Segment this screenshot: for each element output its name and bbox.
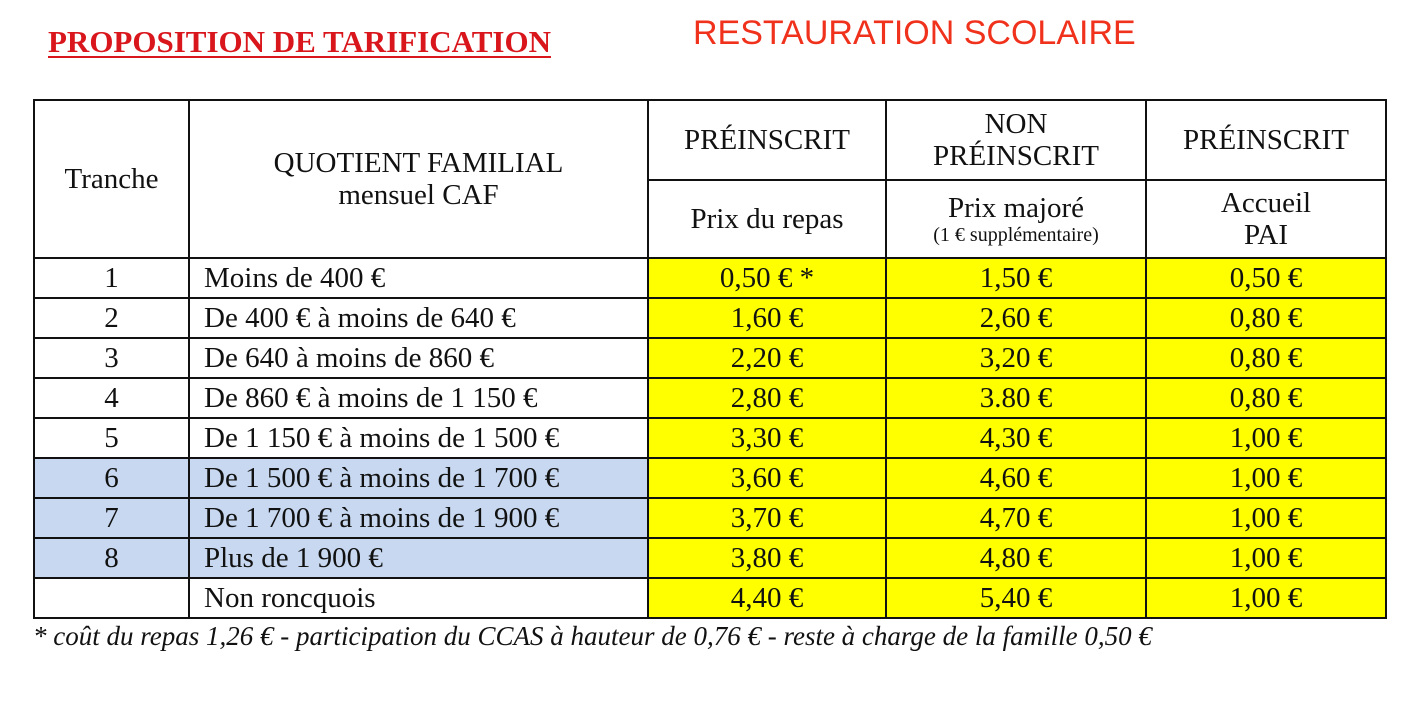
page-title: PROPOSITION DE TARIFICATION [48,24,551,59]
cell-tranche: 7 [34,498,189,538]
cell-preinscrit: 2,20 € [648,338,886,378]
cell-pai: 1,00 € [1146,418,1386,458]
cell-tranche: 4 [34,378,189,418]
cell-preinscrit: 4,40 € [648,578,886,618]
header-col3-sub-line1: Accueil [1220,187,1312,219]
table-row [34,578,1386,618]
header-col2-top-line2: PRÉINSCRIT [933,140,1099,172]
cell-preinscrit: 3,30 € [648,418,886,458]
cell-pai: 1,00 € [1146,498,1386,538]
cell-non-preinscrit: 3.80 € [886,378,1146,418]
cell-preinscrit: 2,80 € [648,378,886,418]
cell-preinscrit: 3,80 € [648,538,886,578]
cell-non-preinscrit: 4,60 € [886,458,1146,498]
header-qf-line2: mensuel CAF [338,179,499,211]
cell-quotient: De 1 700 € à moins de 1 900 € [189,498,648,538]
header-col2-top [886,100,1146,180]
header-col1-top: PRÉINSCRIT [648,100,886,180]
header-qf-line1: QUOTIENT FAMILIAL [273,147,564,179]
table-row [34,458,1386,498]
table-row [34,298,1386,338]
footnote: * coût du repas 1,26 € - participation du CCAS à hauteur de 0,76 € - reste à charge de la famille 0,50 € [33,621,1152,651]
table-row [34,498,1386,538]
cell-quotient: Plus de 1 900 € [189,538,648,578]
cell-non-preinscrit: 2,60 € [886,298,1146,338]
cell-non-preinscrit: 4,70 € [886,498,1146,538]
cell-tranche: 3 [34,338,189,378]
cell-non-preinscrit: 4,80 € [886,538,1146,578]
cell-quotient: De 1 500 € à moins de 1 700 € [189,458,648,498]
header-col2-top-line1: NON [984,108,1048,140]
header-col3-sub-line2: PAI [1243,219,1289,251]
cell-pai: 1,00 € [1146,538,1386,578]
header-tranche: Tranche [34,100,189,258]
cell-preinscrit: 0,50 € * [648,258,886,298]
cell-quotient: Moins de 400 € [189,258,648,298]
header-col2-sub-line2: (1 € supplémentaire) [933,224,1099,246]
cell-quotient: Non roncquois [189,578,648,618]
cell-tranche: 5 [34,418,189,458]
header-col3-top: PRÉINSCRIT [1146,100,1386,180]
page-subtitle: RESTAURATION SCOLAIRE [693,14,1136,52]
cell-preinscrit: 1,60 € [648,298,886,338]
cell-tranche: 1 [34,258,189,298]
table-row [34,338,1386,378]
table-row [34,258,1386,298]
cell-quotient: De 400 € à moins de 640 € [189,298,648,338]
header-col1-sub: Prix du repas [648,180,886,258]
cell-non-preinscrit: 1,50 € [886,258,1146,298]
cell-tranche: 8 [34,538,189,578]
header-col2-sub-line1: Prix majoré [947,192,1085,224]
cell-pai: 1,00 € [1146,458,1386,498]
cell-non-preinscrit: 3,20 € [886,338,1146,378]
cell-quotient: De 860 € à moins de 1 150 € [189,378,648,418]
cell-tranche [34,578,189,618]
cell-pai: 1,00 € [1146,578,1386,618]
cell-non-preinscrit: 5,40 € [886,578,1146,618]
cell-pai: 0,50 € [1146,258,1386,298]
header-quotient-familial [189,100,648,258]
cell-preinscrit: 3,60 € [648,458,886,498]
table-row [34,538,1386,578]
cell-quotient: De 1 150 € à moins de 1 500 € [189,418,648,458]
header-col3-sub [1146,180,1386,258]
table-row [34,378,1386,418]
cell-pai: 0,80 € [1146,338,1386,378]
tarif-table [33,99,1387,619]
cell-pai: 0,80 € [1146,378,1386,418]
cell-non-preinscrit: 4,30 € [886,418,1146,458]
cell-tranche: 6 [34,458,189,498]
cell-tranche: 2 [34,298,189,338]
cell-pai: 0,80 € [1146,298,1386,338]
table-row [34,418,1386,458]
header-col2-sub [886,180,1146,258]
cell-quotient: De 640 à moins de 860 € [189,338,648,378]
cell-preinscrit: 3,70 € [648,498,886,538]
